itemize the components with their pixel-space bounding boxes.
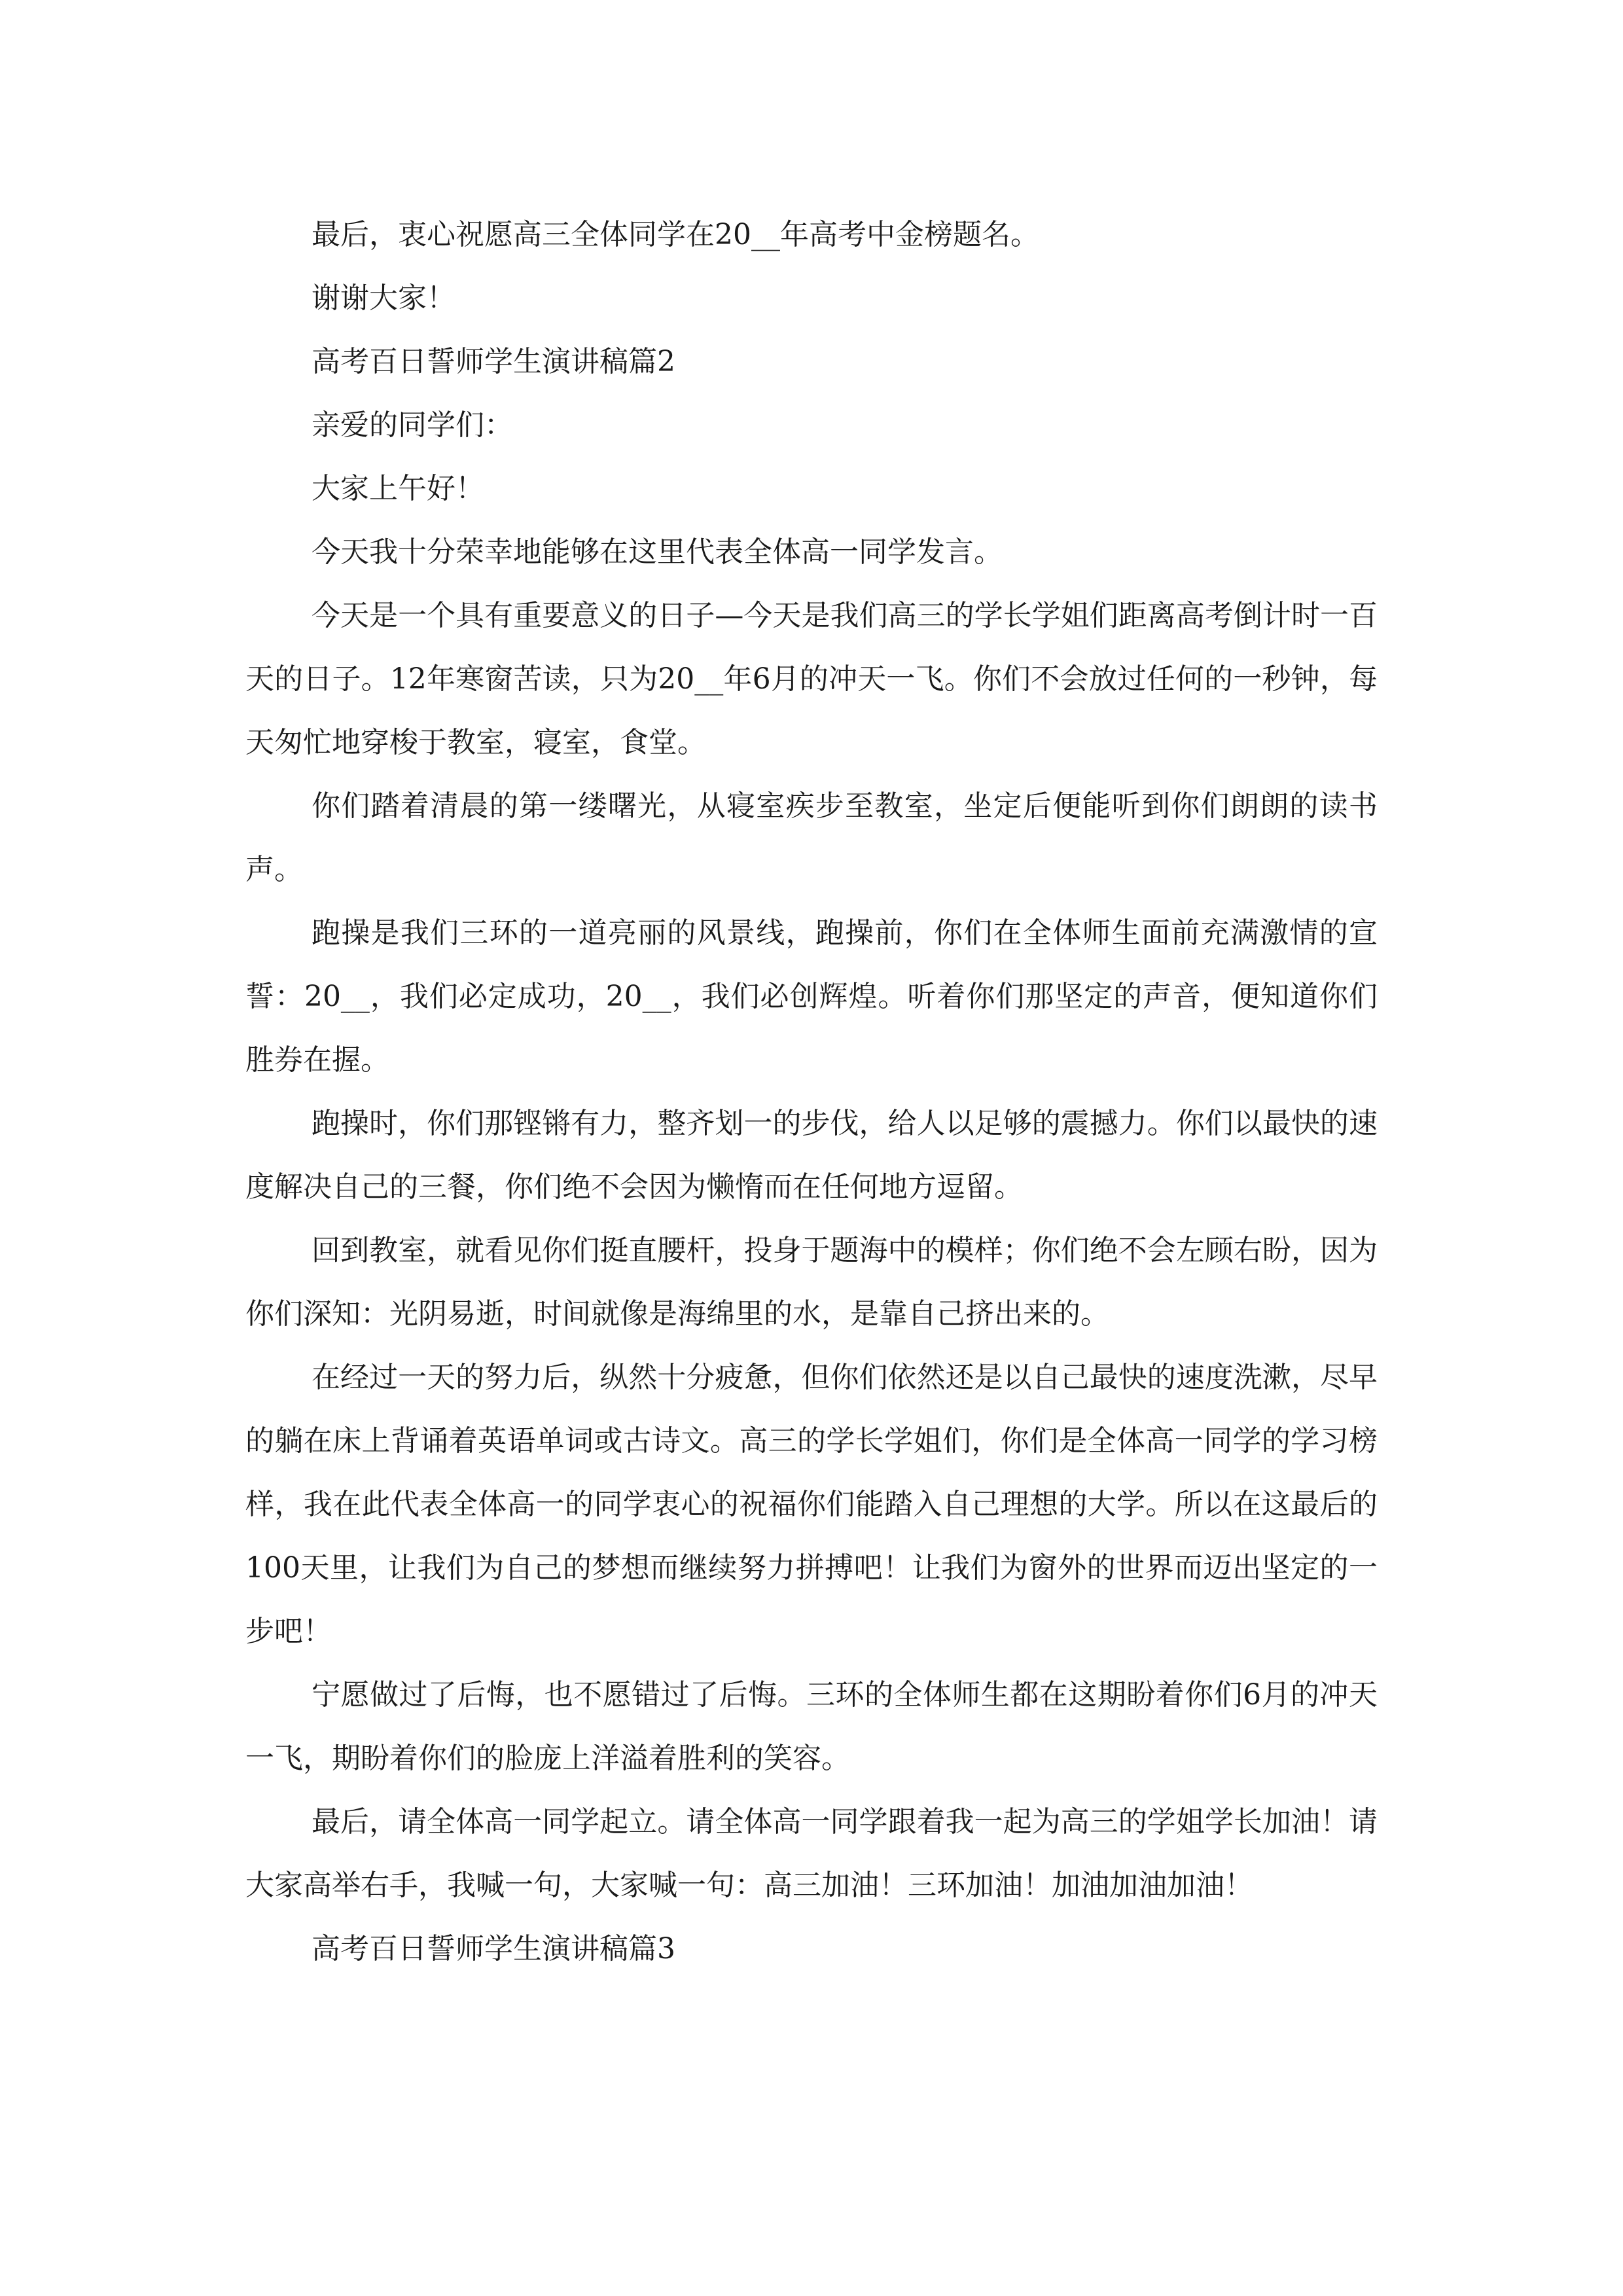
paragraph-classroom: 回到教室，就看见你们挺直腰杆，投身于题海中的模样；你们绝不会左顾右盼，因为你们深知：光阴易逝，时间就像是海绵里的水，是靠自己挤出来的。	[245, 1234, 1378, 1331]
paragraph-effort: 在经过一天的努力后，纵然十分疲惫，但你们依然还是以自己最快的速度洗漱，尽早的躺在床上背诵着英语单词或古诗文。高三的学长学姐们，你们是全体高一同学的学习榜样，我在此代表全体高一的同学衷心的祝福你们能踏入自己理想的大学。所以在这最后的100天里，让我们为自己的梦想而继续努力拼搏吧！让我们为窗外的世界而迈出坚定的一步吧！	[245, 1361, 1378, 1648]
paragraph-greeting: 大家上午好！	[312, 472, 484, 505]
paragraph-closing-wish: 最后，衷心祝愿高三全体同学在20__年高考中金榜题名。	[312, 218, 1039, 251]
paragraph-cheer: 最后，请全体高一同学起立。请全体高一同学跟着我一起为高三的学姐学长加油！请大家高举右手，我喊一句，大家喊一句：高三加油！三环加油！加油加油加油！	[245, 1805, 1378, 1902]
paragraph-thanks: 谢谢大家！	[312, 281, 455, 315]
paragraph-running-oath: 跑操是我们三环的一道亮丽的风景线，跑操前，你们在全体师生面前充满激情的宣誓：20__，我们必定成功，20__，我们必创辉煌。听着你们那坚定的声音，便知道你们胜券在握。	[245, 916, 1378, 1077]
document-body	[245, 203, 1378, 1981]
section-heading-2: 高考百日誓师学生演讲稿篇2	[312, 345, 675, 378]
paragraph-running-steps: 跑操时，你们那铿锵有力，整齐划一的步伐，给人以足够的震撼力。你们以最快的速度解决自己的三餐，你们绝不会因为懒惰而在任何地方逗留。	[245, 1107, 1378, 1204]
paragraph-no-regret: 宁愿做过了后悔，也不愿错过了后悔。三环的全体师生都在这期盼着你们6月的冲天一飞，期盼着你们的脸庞上洋溢着胜利的笑容。	[245, 1678, 1378, 1775]
paragraph-countdown: 今天是一个具有重要意义的日子—今天是我们高三的学长学姐们距离高考倒计时一百天的日子。12年寒窗苦读，只为20__年6月的冲天一飞。你们不会放过任何的一秒钟，每天匆忙地穿梭于教室，寝室，食堂。	[245, 599, 1378, 759]
paragraph-intro: 今天我十分荣幸地能够在这里代表全体高一同学发言。	[312, 535, 1003, 569]
paragraph-salutation: 亲爱的同学们：	[312, 408, 513, 442]
paragraph-morning: 你们踏着清晨的第一缕曙光，从寝室疾步至教室，坐定后便能听到你们朗朗的读书声。	[245, 789, 1378, 886]
section-heading-3: 高考百日誓师学生演讲稿篇3	[312, 1932, 675, 1965]
